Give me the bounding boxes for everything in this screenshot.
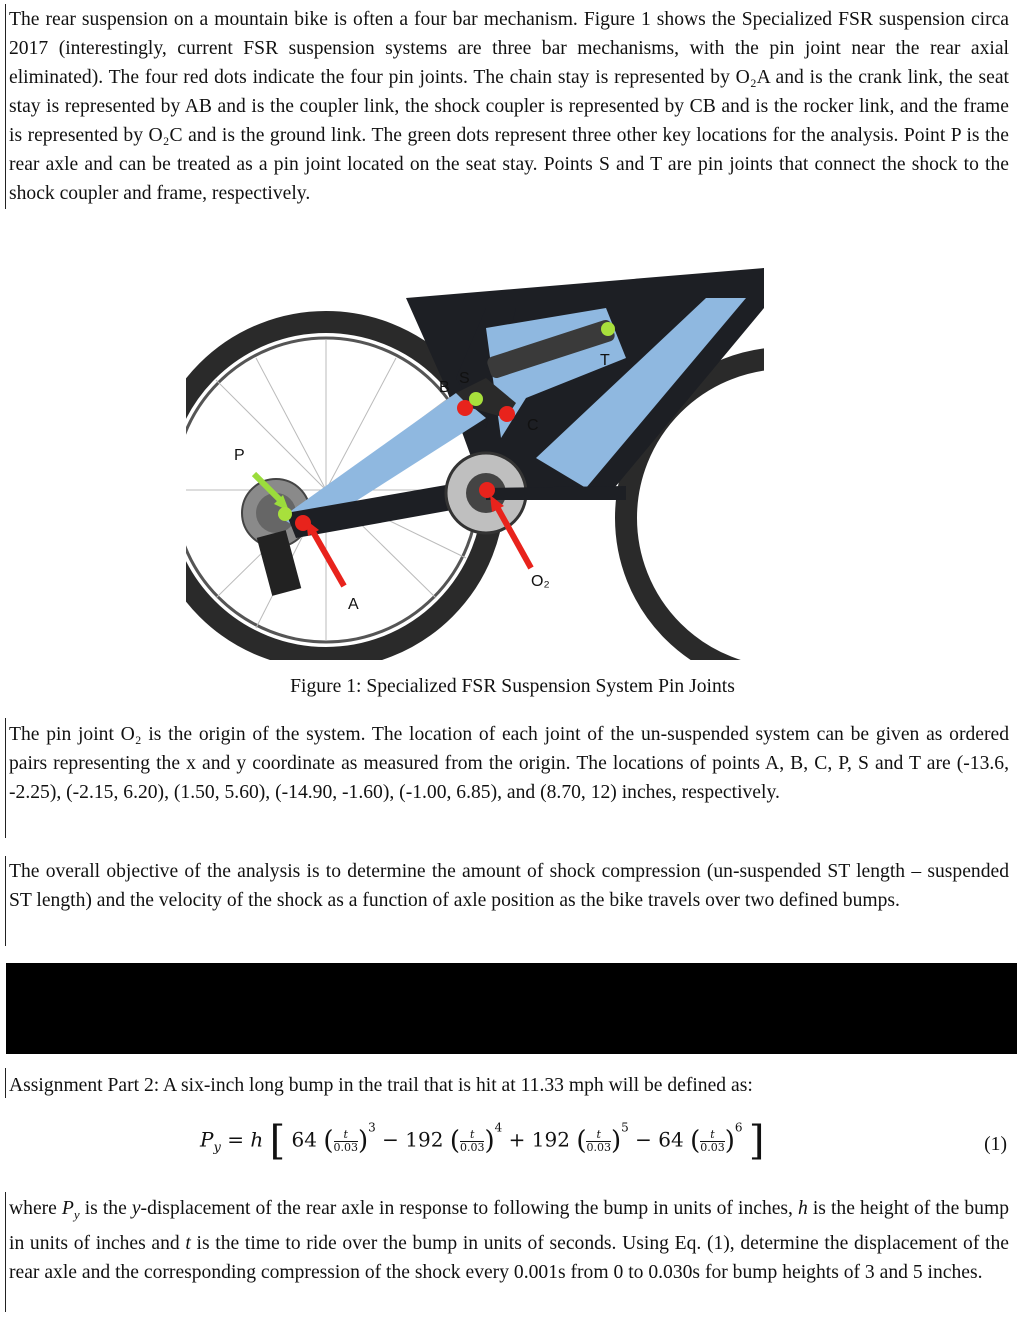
locations-text: The pin joint O₂ is the origin of the system. The location of each joint of the un-suspended system can be given as ordered pairs representing the x and y coordinate as measured from the origin. The locations of points A, B, C, P, S and T are (-13.6, -2.25), (-2.15, 6.20), (1.50, 5.60), (-14.90, -1.60), (-1.00, 6.85), and (8.70, 12) inches, respectively. bbox=[9, 724, 1009, 803]
eq-t: t bbox=[586, 1129, 611, 1142]
border-rule bbox=[5, 856, 6, 946]
where-py: P bbox=[61, 1198, 74, 1219]
part2-paragraph bbox=[9, 1071, 1009, 1100]
eq-coef1: 64 bbox=[291, 1127, 317, 1152]
label-P: P bbox=[234, 447, 245, 464]
where-paragraph bbox=[9, 1194, 1009, 1287]
eq-coef3: 192 bbox=[531, 1127, 570, 1152]
part2-text: Assignment Part 2: A six-inch long bump in the trail that is hit at 11.33 mph will be defined as: bbox=[9, 1075, 753, 1096]
label-S: S bbox=[459, 370, 470, 387]
eq-den: 0.03 bbox=[586, 1140, 611, 1154]
label-C: C bbox=[527, 417, 539, 434]
eq-exp1: 3 bbox=[368, 1120, 376, 1135]
label-B: B bbox=[439, 379, 450, 396]
point-P bbox=[278, 507, 292, 521]
objective-paragraph bbox=[9, 857, 1009, 915]
redacted-block bbox=[6, 963, 1017, 1054]
eq-t: t bbox=[460, 1129, 485, 1142]
label-A: A bbox=[348, 596, 359, 613]
eq-exp4: 6 bbox=[734, 1120, 743, 1135]
equation-number: (1) bbox=[984, 1134, 1007, 1155]
eq-t: t bbox=[700, 1129, 725, 1142]
joint-A bbox=[295, 515, 311, 531]
border-rule bbox=[5, 718, 6, 838]
label-O2: O₂ bbox=[531, 573, 550, 590]
eq-den: 0.03 bbox=[333, 1140, 358, 1154]
intro-paragraph bbox=[9, 5, 1009, 208]
joint-O2 bbox=[479, 482, 495, 498]
eq-lhs-sub: y bbox=[213, 1140, 221, 1156]
eq-lhs: P bbox=[200, 1127, 214, 1152]
bike-figure bbox=[186, 268, 764, 660]
eq-exp3: 5 bbox=[621, 1120, 629, 1135]
border-rule bbox=[5, 1068, 6, 1098]
joint-C bbox=[499, 406, 515, 422]
eq-den: 0.03 bbox=[700, 1140, 725, 1154]
objective-text: The overall objective of the analysis is to determine the amount of shock compression (un-suspended ST length – suspended ST length) and the velocity of the shock as a function of axle position as the bike travels over two defined bumps. bbox=[9, 861, 1009, 911]
label-T: T bbox=[600, 352, 610, 369]
eq-coef2: 192 bbox=[405, 1127, 444, 1152]
eq-t: t bbox=[334, 1129, 359, 1142]
point-S bbox=[469, 392, 483, 406]
eq-den: 0.03 bbox=[459, 1140, 485, 1154]
eq-exp2: 4 bbox=[494, 1120, 503, 1135]
border-rule bbox=[5, 4, 6, 209]
intro-text: The rear suspension on a mountain bike is often a four bar mechanism. Figure 1 shows the Specialized FSR suspension circa 2017 (interestingly, current FSR suspension systems are three bar mechanisms, with the pin joint near the rear axial eliminated). The four red dots indicate the four pin joints. The chain stay is represented by O₂A and is the crank link, the seat stay is represented by AB and is the coupler link, the shock coupler is represented by CB and is the rocker link, and the frame is represented by O₂C and is the ground link. The green dots represent three other key locations for the analysis. Point P is the rear axle and can be treated as a pin joint located on the seat stay. Points S and T are pin joints that connect the shock to the shock coupler and frame, respectively. bbox=[9, 9, 1009, 204]
bike-illustration bbox=[186, 268, 764, 660]
point-T bbox=[601, 322, 615, 336]
where-text: where $P_y$ is the y-displacement of the rear axle in response to following the bump in units of inches, h is the height of the bump in units of inches and t is the time to ride over the bump in units of seconds. Using Eq. (1), determine the displacement of the rear axle and the corresponding compression of the shock every 0.001s from 0 to 0.030s for bump heights of 3 and 5 inches. bbox=[9, 1198, 1010, 1283]
border-rule bbox=[5, 1192, 6, 1312]
crank-arm bbox=[486, 486, 626, 500]
eq-h: h bbox=[250, 1127, 264, 1152]
locations-paragraph bbox=[9, 720, 1009, 807]
eq-coef4: 64 bbox=[658, 1127, 684, 1152]
figure-caption: Figure 1: Specialized FSR Suspension System Pin Joints bbox=[290, 676, 735, 697]
equation-1: $P_y = h$ [ 64 ( $\frac{t}{0.03}$ )$^3$ − 192 ( $\frac{t}{0.03}$ )$^4$ + 192 ( $\frac{t}{0.03}$ )$^5$ − 64 ( $\frac{t}{0.03}$ )$^6$ ] bbox=[200, 1118, 765, 1164]
